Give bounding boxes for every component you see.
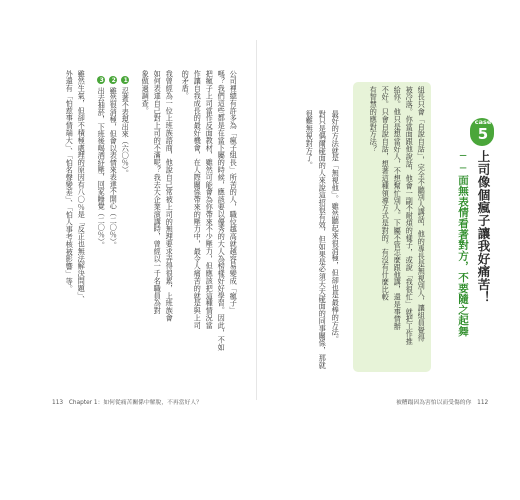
chapter-title: 上司像個瘋子讓我好痛苦！ xyxy=(476,150,491,304)
body-line: 很難無視對方了。 xyxy=(305,110,315,170)
number-badge: 3 xyxy=(98,76,106,84)
number-badge: 2 xyxy=(110,76,118,84)
question-line: 被冷落。你當面跟他說話，他會一副不耐煩的樣子，或說「我很忙」就把工作推 xyxy=(405,86,415,345)
list-item-text: 出去抽菸，下班後喝酒紓壓，回家睡覺（二〇％）。 xyxy=(97,87,107,249)
body-line: 對只是偶爾碰面的人來說這招很有效，但如果是必須天天碰面的同事關係，那就 xyxy=(318,110,328,369)
body-line: 把瘋子上司當作反面教材，雖然可能會為你帶來不少壓力，但應該把這種情況當 xyxy=(205,70,215,329)
case-badge xyxy=(468,110,496,148)
body-line: 象做過調查。 xyxy=(141,70,151,115)
body-line: 外還有「怕惹事情端大」、「怕名聲變差」、「怕人事考核被影響」等。 xyxy=(65,70,75,293)
chapter-subtitle: ──面無表情看著對方，不要隨之起舞 xyxy=(457,150,469,337)
body-line: 雖然生氣，但卻不積極處理的原因有八〇％是「反正也無法解決問題」、 xyxy=(77,70,87,304)
body-line: 嗎？我們這些都是在當下屬的時候，應該要以優秀的大人為榜樣好好學習。因此，不如 xyxy=(217,70,227,352)
list-item xyxy=(120,76,131,376)
list-item xyxy=(96,76,107,376)
list-item xyxy=(108,76,119,376)
question-line: 有智慧的應對方法？ xyxy=(369,86,379,153)
body-line: 作讓自我成長的最好機會，在人際關係帶來的壓力中，最令人痛苦的就是與上司 xyxy=(193,70,203,329)
question-line: 給你。他只是想當好人，不想幫忙別人。下屬不管怎麼跟他講，還是事情辦 xyxy=(393,86,403,331)
body-line: 我曾經為一位上班族諮商，他說自己常被上司的無理要求弄得很累，上班族會 xyxy=(165,70,175,322)
question-line: 組長只會「自說自話」，完全不聽別人講話，他的專長是無視別人，讓組員覺得 xyxy=(417,86,427,342)
body-line: 如何表達自己對上司的不滿呢？我去大企業演講時，曾經以一千名職員為對 xyxy=(153,70,163,315)
left-page-footer: 113 Chapter 1：如何從痛苦關係中解脫，不再當好人？ xyxy=(52,400,202,406)
list-item-text: 雖然很消極，但會以表情來表達不開心（二〇％）。 xyxy=(109,87,119,249)
body-line: 公司裡總有許多為「瘋子組長」所苦的人，職位越高就越容易變成「瘋子」 xyxy=(229,70,239,315)
right-page-footer: 被糟蹋因為害怕以而受傷的你 112 xyxy=(396,400,489,406)
case-badge-number: 5 xyxy=(477,125,489,143)
list-item-text: 忍著不表現出來（六〇％）。 xyxy=(121,87,131,177)
number-badge: 1 xyxy=(122,76,130,84)
body-line: 最好的方法就是「無視他」。雖然聽起來很消極，但卻也是最棒的方法。 xyxy=(331,110,341,344)
question-line: 不好。只會自說自話，想著這種領導方式是對的。有沒有什麼比較 xyxy=(381,86,391,301)
case-badge-word: case xyxy=(474,118,492,126)
body-line: 的矛盾。 xyxy=(181,70,191,100)
